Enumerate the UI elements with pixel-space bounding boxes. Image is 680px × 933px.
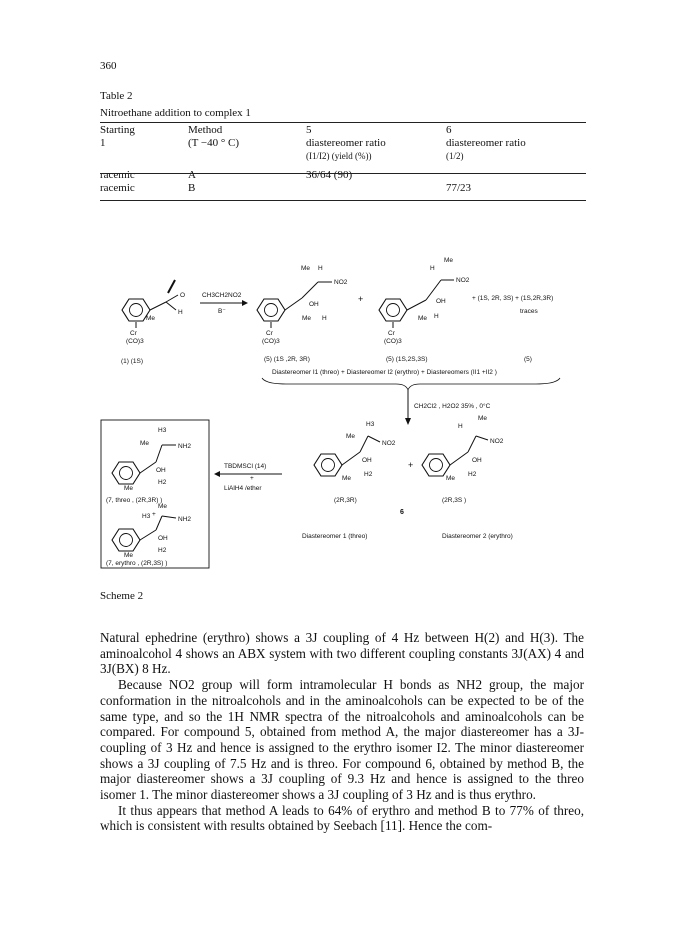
reagent-oxidation: CH2Cl2 , H2O2 35% , 0°C — [414, 403, 491, 410]
svg-text:Cr: Cr — [266, 330, 273, 337]
svg-text:+: + — [152, 511, 156, 518]
compound-7-erythro — [106, 503, 191, 567]
paragraph-3: It thus appears that method A leads to 64% of erythro and method B to 77% of threo, which is consistent with results obtained by Seebach [11]. Hence the com- — [100, 802, 584, 834]
svg-text:Me: Me — [140, 440, 150, 447]
table-row: racemic B 77/23 — [100, 182, 472, 194]
svg-text:NO2: NO2 — [382, 440, 396, 447]
svg-text:H3: H3 — [158, 427, 167, 434]
header-starting: Starting 1 — [100, 124, 135, 149]
label-6a: (2R,3R) — [334, 497, 357, 504]
diastereomer-2-label: Diastereomer 2 (erythro) — [442, 533, 513, 540]
svg-text:NO2: NO2 — [456, 277, 470, 284]
label-compound-1: (1) (1S) — [121, 358, 144, 365]
table-top-rule — [100, 122, 586, 123]
reagent-base: B⁻ — [218, 308, 226, 315]
svg-text:Me: Me — [158, 503, 168, 510]
table-mid-rule — [100, 173, 586, 174]
svg-text:NH2: NH2 — [178, 516, 192, 523]
svg-text:Me: Me — [342, 475, 352, 482]
paragraph-2: Because NO2 group will form intramolecular H bonds as NH2 group, the major conformation in the nitroalcohols and in the aminoalcohols can be expected to be of the same type, and so the 1H NMR spectra of the nitroalcohols and aminoalcohols can be compared. For compound 5, obtained from method A, the major diastereomer has a 3J-coupling of 3 Hz and hence is assigned to the erythro isomer I2. The minor diastereomer shows a 3J coupling of 7.5 Hz and is threo. For compound 6, obtained by method B, the major diastereomer shows a 3J coupling of 9.3 Hz and hence is assigned to the threo isomer 1. The minor diastereomer shows a 3J coupling of 3 Hz and is thus erythro. — [100, 677, 584, 803]
svg-text:H3: H3 — [142, 513, 151, 520]
label-6: 6 — [400, 509, 404, 516]
svg-text:Cr: Cr — [130, 330, 137, 337]
svg-text:H: H — [322, 315, 327, 322]
svg-text:(CO)3: (CO)3 — [126, 338, 144, 345]
svg-text:NO2: NO2 — [334, 279, 348, 286]
header-6: 6 diastereomer ratio (1/2) — [446, 124, 526, 161]
diastereomer-1-label: Diastereomer 1 (threo) — [302, 533, 368, 540]
results-table — [100, 124, 586, 195]
reagent-tbdmscl: TBDMSCl (14) — [224, 463, 267, 470]
reagent-lialh4: LiAlH4 /ether — [224, 485, 262, 492]
svg-text:H: H — [434, 313, 439, 320]
table-bottom-rule — [100, 200, 586, 201]
paragraph-1: Natural ephedrine (erythro) shows a 3J coupling of 4 Hz between H(2) and H(3). The aminoalcohol 4 shows an ABX system with two different coupling constants 3J(AX) 4 and 3J(BX) 8 Hz. — [100, 630, 584, 677]
reagent-nitroethane: CH3CH2NO2 — [202, 292, 242, 299]
label-5c: (5) — [524, 356, 532, 363]
compound-5b — [379, 257, 470, 345]
svg-text:Me: Me — [124, 552, 134, 559]
svg-text:+: + — [358, 294, 364, 304]
svg-text:(CO)3: (CO)3 — [262, 338, 280, 345]
svg-text:OH: OH — [309, 301, 319, 308]
page-number: 360 — [100, 60, 117, 72]
compound-7-threo — [106, 427, 191, 504]
svg-text:OH: OH — [362, 457, 372, 464]
reaction-scheme — [96, 240, 586, 580]
scheme-caption: Scheme 2 — [100, 590, 144, 602]
svg-text:H2: H2 — [158, 547, 167, 554]
traces-label: traces — [520, 308, 538, 315]
label-7a: (7, threo , (2R,3R) ) — [106, 497, 163, 504]
svg-text:H: H — [318, 265, 323, 272]
header-method: Method (T −40 ° C) — [188, 124, 240, 149]
compound-6-2 — [422, 415, 504, 504]
label-5a: (5) (1S ,2R, 3R) — [264, 356, 310, 363]
svg-text:H3: H3 — [366, 421, 375, 428]
svg-text:H: H — [430, 265, 435, 272]
svg-text:O: O — [180, 292, 186, 299]
compound-6-1 — [314, 421, 396, 504]
svg-text:OH: OH — [472, 457, 482, 464]
table-caption: Table 2 — [100, 90, 133, 102]
svg-text:(CO)3: (CO)3 — [384, 338, 402, 345]
svg-text:OH: OH — [156, 467, 166, 474]
svg-text:Me: Me — [301, 265, 311, 272]
svg-text:Me: Me — [478, 415, 488, 422]
svg-text:Me: Me — [302, 315, 312, 322]
svg-text:Me: Me — [146, 315, 156, 322]
svg-text:OH: OH — [436, 298, 446, 305]
label-7b: (7, erythro , (2R,3S) ) — [106, 560, 168, 567]
table-row: racemic A 36/64 (90) — [100, 169, 353, 181]
label-6b: (2R,3S ) — [442, 497, 467, 504]
mixture-label: Diastereomer I1 (threo) + Diastereomer I2 (erythro) + Diastereomers (II1 +II2 ) — [272, 369, 497, 376]
svg-text:H: H — [458, 423, 463, 430]
svg-text:Me: Me — [346, 433, 356, 440]
svg-text:+: + — [408, 460, 414, 470]
svg-text:OH: OH — [158, 535, 168, 542]
svg-text:NH2: NH2 — [178, 443, 192, 450]
body-text — [100, 630, 584, 834]
label-5b: (5) (1S,2S,3S) — [386, 356, 428, 363]
compound-1 — [121, 280, 185, 365]
svg-text:+: + — [250, 475, 254, 482]
traces-isomers: + (1S, 2R, 3S) + (1S,2R,3R) — [472, 295, 554, 302]
table-title: Nitroethane addition to complex 1 — [100, 107, 251, 119]
svg-text:Cr: Cr — [388, 330, 395, 337]
svg-text:H2: H2 — [468, 471, 477, 478]
header-5: 5 diastereomer ratio (I1/I2) (yield (%)) — [306, 124, 386, 161]
svg-text:Me: Me — [418, 315, 428, 322]
svg-text:Me: Me — [124, 485, 134, 492]
svg-text:NO2: NO2 — [490, 438, 504, 445]
svg-text:H2: H2 — [364, 471, 373, 478]
svg-text:Me: Me — [444, 257, 454, 264]
compound-5a — [257, 265, 348, 345]
svg-text:Me: Me — [446, 475, 456, 482]
svg-text:H: H — [178, 309, 183, 316]
svg-text:H2: H2 — [158, 479, 167, 486]
